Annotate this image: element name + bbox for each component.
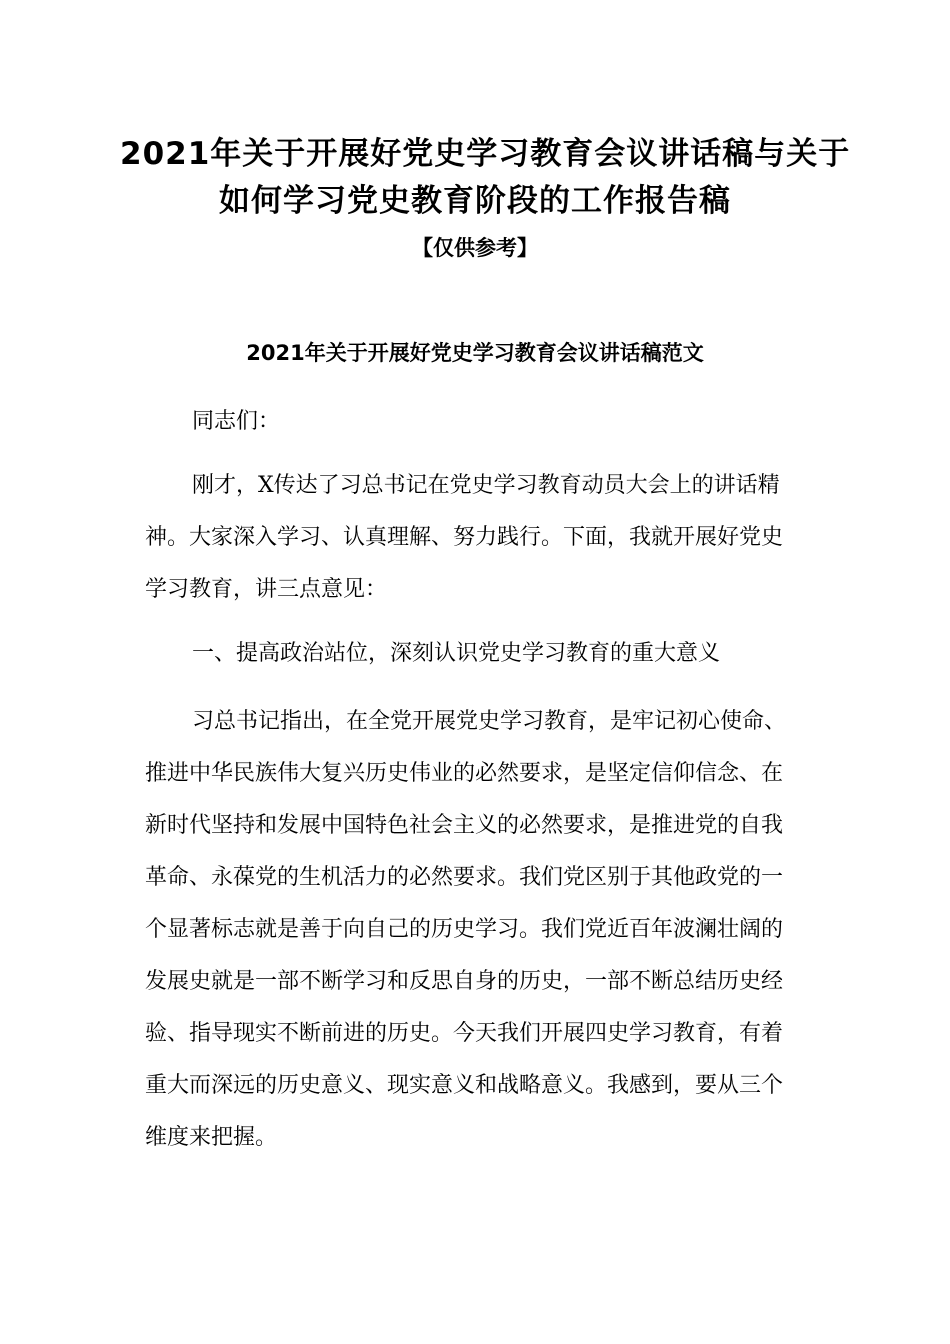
paragraph-1	[145, 460, 805, 616]
section-subtitle: 2021年关于开展好党史学习教育会议讲话稿范文	[246, 341, 704, 365]
document-title-line-1: 2021年关于开展好党史学习教育会议讲话稿与关于	[120, 136, 851, 172]
paragraph-1-line: 刚才，X传达了习总书记在党史学习教育动员大会上的讲话精	[192, 473, 780, 498]
paragraph-2-line: 推进中华民族伟大复兴历史伟业的必然要求，是坚定信仰信念、在	[145, 761, 784, 786]
greeting	[145, 396, 805, 448]
paragraph-1-line: 学习教育，讲三点意见：	[145, 577, 388, 602]
paragraph-2-line: 革命、永葆党的生机活力的必然要求。我们党区别于其他政党的一	[145, 865, 784, 890]
paragraph-2-line: 重大而深远的历史意义、现实意义和战略意义。我感到，要从三个	[145, 1073, 784, 1098]
paragraph-2-line: 个显著标志就是善于向自己的历史学习。我们党近百年波澜壮阔的	[145, 917, 784, 942]
paragraph-2-line: 验、指导现实不断前进的历史。今天我们开展四史学习教育，有着	[145, 1021, 784, 1046]
heading-1	[145, 628, 805, 680]
paragraph-2	[145, 696, 805, 1164]
reference-note: 【仅供参考】	[412, 236, 538, 260]
greeting-text: 同志们：	[192, 409, 281, 434]
paragraph-2-line: 习总书记指出，在全党开展党史学习教育，是牢记初心使命、	[192, 709, 787, 734]
paragraph-2-line: 发展史就是一部不断学习和反思自身的历史，一部不断总结历史经	[145, 969, 784, 994]
paragraph-1-line: 神。大家深入学习、认真理解、努力践行。下面，我就开展好党史	[145, 525, 784, 550]
paragraph-2-line: 维度来把握。	[145, 1125, 278, 1150]
heading-1-text: 一、提高政治站位，深刻认识党史学习教育的重大意义	[192, 641, 721, 666]
paragraph-2-line: 新时代坚持和发展中国特色社会主义的必然要求，是推进党的自我	[145, 813, 784, 838]
document-title-line-2: 如何学习党史教育阶段的工作报告稿	[219, 183, 731, 219]
